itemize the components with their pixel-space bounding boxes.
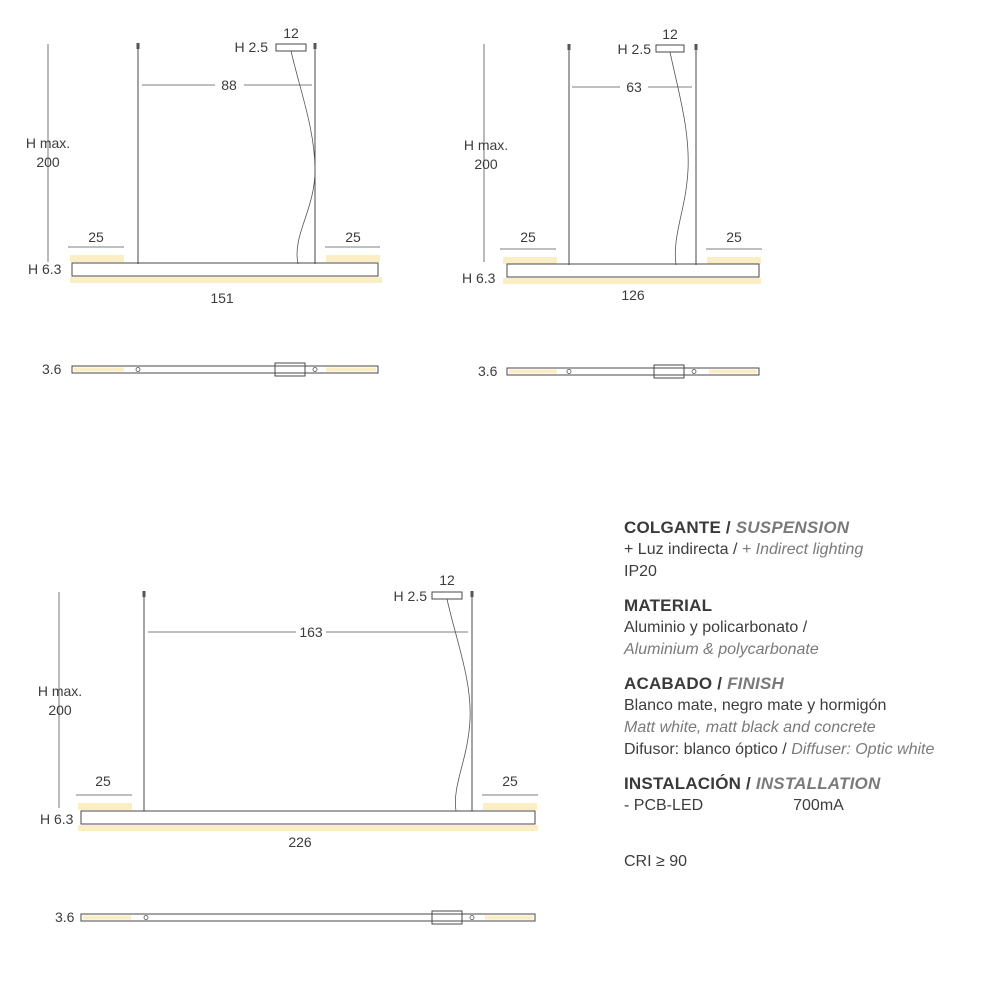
material-es: Aluminio y policarbonato / xyxy=(624,619,808,636)
wire-fixing-right xyxy=(695,44,698,50)
top-view-profile xyxy=(81,914,535,921)
installation-title-en: INSTALLATION xyxy=(755,774,881,793)
material-title: MATERIAL xyxy=(624,596,713,615)
height-max-label: H max. xyxy=(25,135,71,151)
installation-section xyxy=(624,773,994,817)
finish-section xyxy=(624,673,994,761)
power-cable xyxy=(291,51,315,264)
spacing-label: 88 xyxy=(221,77,237,93)
top-view-glow-left xyxy=(509,370,557,374)
power-cable xyxy=(670,52,688,265)
canopy xyxy=(656,45,684,52)
height-max-value: 200 xyxy=(36,154,60,170)
spacing-label: 63 xyxy=(626,79,642,95)
profile-height-label: H 6.3 xyxy=(28,261,62,277)
end-left-label: 25 xyxy=(95,773,111,789)
diffuser-line: Difusor: blanco óptico / Diffuser: Optic white xyxy=(624,741,935,758)
profile-height-label: H 6.3 xyxy=(462,270,496,286)
indirect-light-en: + Indirect lighting xyxy=(741,541,864,558)
height-max-label: H max. xyxy=(463,137,509,153)
top-view-fixing-right xyxy=(313,368,317,372)
power-cable xyxy=(447,599,470,811)
end-right-label: 25 xyxy=(502,773,518,789)
led-line xyxy=(624,795,994,817)
indirect-light-es: + Luz indirecta xyxy=(624,541,729,558)
canopy xyxy=(276,44,306,51)
material-en: Aluminium & polycarbonate xyxy=(624,641,819,658)
indirect-light-line: + Luz indirecta / + Indirect lighting xyxy=(624,541,864,558)
suspension-section xyxy=(624,517,994,583)
top-view-fixing-left xyxy=(567,370,571,374)
wire-fixing-left xyxy=(568,44,571,50)
material-section xyxy=(624,595,994,661)
end-right-label: 25 xyxy=(726,229,742,245)
wire-fixing-right xyxy=(314,43,317,49)
suspension-title-en: SUSPENSION xyxy=(735,518,850,537)
top-view-canopy xyxy=(275,363,305,376)
indirect-light-glow-right xyxy=(483,803,537,810)
depth-label: 3.6 xyxy=(55,909,75,925)
finish-es: Blanco mate, negro mate y hormigón xyxy=(624,697,887,714)
canopy-width-label: 12 xyxy=(662,26,678,42)
height-max-label: H max. xyxy=(37,683,83,699)
finish-en: Matt white, matt black and concrete xyxy=(624,719,876,736)
luminaire-profile xyxy=(81,811,535,824)
height-max-value: 200 xyxy=(48,702,72,718)
specifications-panel xyxy=(624,517,994,873)
wire-fixing-left xyxy=(143,591,146,597)
width-label: 226 xyxy=(288,834,312,850)
installation-title-es: INSTALACIÓN xyxy=(624,774,742,793)
top-view-fixing-left xyxy=(136,368,140,372)
finish-title-es: ACABADO xyxy=(624,674,713,693)
indirect-light-glow-left xyxy=(78,803,132,810)
top-view-glow-right xyxy=(709,370,757,374)
height-max-value: 200 xyxy=(474,156,498,172)
top-view-canopy xyxy=(654,365,684,378)
diffuser-en: Diffuser: Optic white xyxy=(791,741,935,758)
top-view-canopy xyxy=(432,911,462,924)
top-view-glow-right xyxy=(485,916,533,920)
indirect-light-glow-right xyxy=(707,257,761,264)
canopy-height-label: H 2.5 xyxy=(617,41,651,57)
depth-label: 3.6 xyxy=(42,361,62,377)
led-current: 700mA xyxy=(793,797,844,814)
end-left-label: 25 xyxy=(88,229,104,245)
luminaire-profile xyxy=(72,263,378,276)
cri-value: CRI ≥ 90 xyxy=(624,853,688,870)
top-view-fixing-right xyxy=(470,916,474,920)
top-view-glow-right xyxy=(326,368,376,372)
diagram-bottom-left xyxy=(38,572,538,925)
ip-rating: IP20 xyxy=(624,563,657,580)
width-label: 151 xyxy=(210,290,234,306)
spacing-label: 163 xyxy=(299,624,323,640)
canopy xyxy=(432,592,462,599)
depth-label: 3.6 xyxy=(478,363,498,379)
wire-fixing-right xyxy=(471,591,474,597)
indirect-light-glow-left xyxy=(503,257,557,264)
top-view-glow-left xyxy=(74,368,124,372)
diagram-top-left xyxy=(26,25,382,377)
installation-title: INSTALACIÓN / INSTALLATION xyxy=(624,774,881,793)
top-view-fixing-left xyxy=(144,916,148,920)
end-left-label: 25 xyxy=(520,229,536,245)
downlight-glow xyxy=(78,825,538,831)
suspension-title: COLGANTE / SUSPENSION xyxy=(624,518,850,537)
suspension-title-es: COLGANTE xyxy=(624,518,721,537)
canopy-height-label: H 2.5 xyxy=(393,588,427,604)
diffuser-es: Difusor: blanco óptico xyxy=(624,741,778,758)
top-view-glow-left xyxy=(83,916,131,920)
downlight-glow xyxy=(70,277,382,283)
indirect-light-glow-right xyxy=(326,255,380,262)
end-right-label: 25 xyxy=(345,229,361,245)
profile-height-label: H 6.3 xyxy=(40,811,74,827)
finish-title: ACABADO / FINISH xyxy=(624,674,785,693)
indirect-light-glow-left xyxy=(70,255,124,262)
canopy-width-label: 12 xyxy=(283,25,299,41)
led-type: - PCB-LED xyxy=(624,797,704,814)
top-view-fixing-right xyxy=(692,370,696,374)
diagram-top-right xyxy=(462,26,762,379)
canopy-width-label: 12 xyxy=(439,572,455,588)
finish-title-en: FINISH xyxy=(727,674,785,693)
canopy-height-label: H 2.5 xyxy=(234,39,268,55)
downlight-glow xyxy=(503,278,761,284)
wire-fixing-left xyxy=(137,43,140,49)
width-label: 126 xyxy=(621,287,645,303)
luminaire-profile xyxy=(507,264,759,277)
